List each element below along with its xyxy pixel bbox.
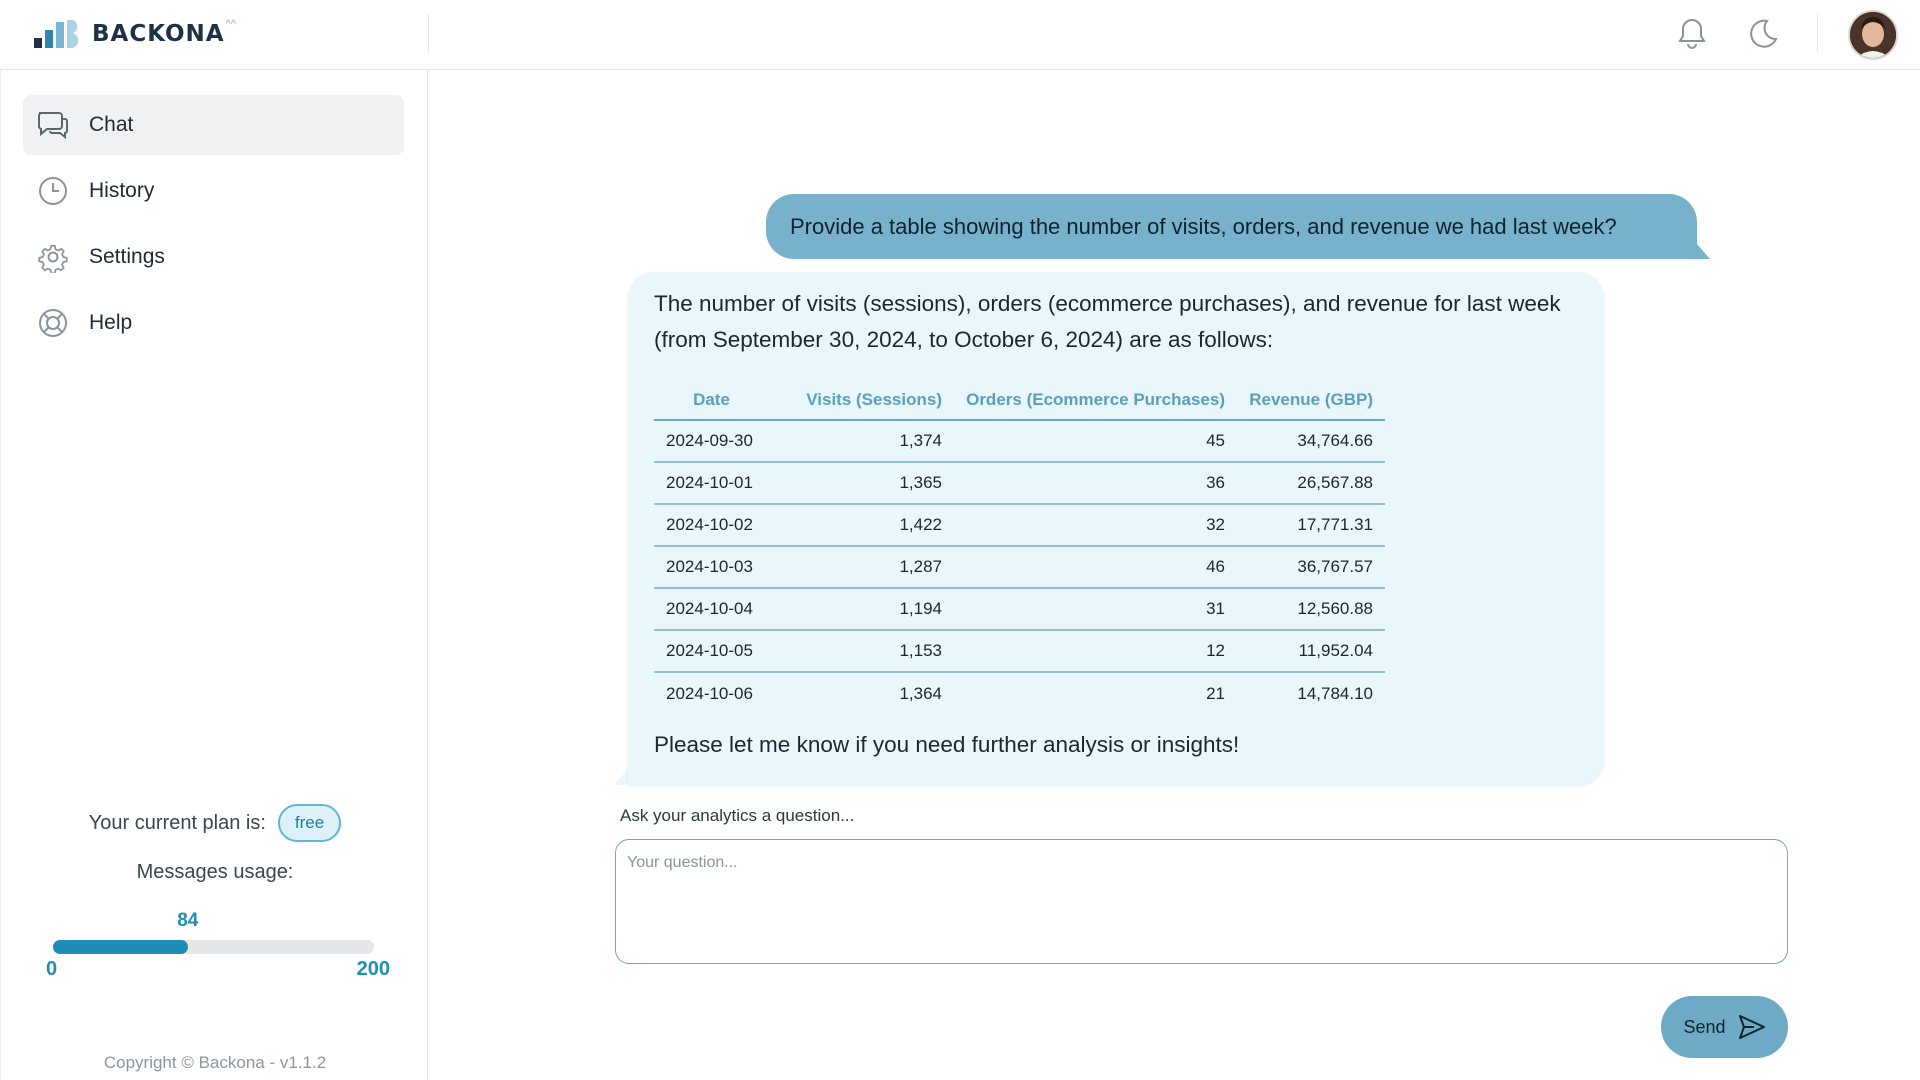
header-divider	[428, 14, 429, 52]
column-header-orders: Orders (Ecommerce Purchases)	[954, 380, 1237, 420]
plan-badge: free	[278, 804, 341, 842]
cell-date: 2024-10-01	[654, 462, 769, 504]
send-icon	[1738, 1014, 1766, 1040]
question-label: Ask your analytics a question...	[620, 806, 855, 825]
cell-orders: 21	[1206, 683, 1225, 703]
logo-text: BACKONA	[92, 21, 225, 47]
table-header-row	[654, 380, 1385, 420]
avatar[interactable]	[1848, 10, 1898, 60]
cell-visits: 1,153	[769, 630, 954, 672]
usage-title: Messages usage:	[136, 861, 294, 883]
sidebar-item-label: Help	[89, 311, 133, 334]
ai-message-bubble	[628, 272, 1604, 785]
top-header	[0, 0, 1920, 70]
table-row	[654, 588, 1385, 630]
header-separator	[1817, 14, 1818, 52]
cell-revenue: 11,952.04	[1237, 630, 1385, 672]
logo-mark: ^^	[225, 18, 236, 30]
sidebar-item-label: History	[89, 179, 155, 202]
usage-current-value: 84	[177, 910, 199, 931]
table-row	[654, 672, 1385, 714]
sidebar-item-label: Chat	[89, 113, 134, 136]
cell-orders: 12	[954, 630, 1237, 672]
plan-label: Your current plan is:	[88, 811, 266, 834]
results-table	[654, 380, 1385, 714]
cell-date: 2024-10-06	[666, 683, 753, 703]
logo-bars-icon	[33, 18, 83, 50]
column-header-visits: Visits (Sessions)	[769, 380, 954, 420]
sidebar-item-history[interactable]	[23, 161, 404, 221]
cell-visits: 1,422	[769, 504, 954, 546]
cell-orders: 36	[954, 462, 1237, 504]
usage-max: 200	[356, 958, 390, 980]
user-message-bubble	[766, 194, 1697, 259]
table-row	[654, 504, 1385, 546]
table-row	[654, 462, 1385, 504]
sidebar	[0, 70, 428, 1080]
column-header-revenue: Revenue (GBP)	[1237, 380, 1385, 420]
copyright: Copyright © Backona - v1.1.2	[103, 1053, 327, 1072]
cell-revenue: 26,567.88	[1237, 462, 1385, 504]
logo[interactable]	[33, 18, 236, 50]
cell-visits: 1,364	[899, 683, 942, 703]
ai-message-outro: Please let me know if you need further analysis or insights!	[654, 732, 1240, 757]
sidebar-item-settings[interactable]	[23, 227, 404, 287]
usage-progress-fill	[53, 940, 188, 954]
cell-date: 2024-10-04	[654, 588, 769, 630]
sidebar-item-label: Settings	[89, 245, 165, 268]
cell-date: 2024-10-05	[654, 630, 769, 672]
cell-revenue: 17,771.31	[1237, 504, 1385, 546]
cell-visits: 1,365	[769, 462, 954, 504]
moon-icon[interactable]	[1746, 16, 1780, 50]
cell-revenue: 12,560.88	[1237, 588, 1385, 630]
lifebuoy-icon	[36, 306, 70, 340]
cell-visits: 1,374	[769, 420, 954, 462]
chat-icon	[36, 108, 70, 142]
cell-date: 2024-10-02	[654, 504, 769, 546]
send-button-label: Send	[1683, 1016, 1726, 1037]
cell-orders: 31	[954, 588, 1237, 630]
usage-min: 0	[46, 958, 58, 980]
cell-revenue: 36,767.57	[1237, 546, 1385, 588]
column-header-date: Date	[654, 380, 769, 420]
question-input[interactable]	[615, 839, 1788, 964]
plan-row	[1, 804, 429, 842]
table-row	[654, 546, 1385, 588]
cell-revenue: 14,784.10	[1297, 683, 1373, 703]
usage-progress-bar	[53, 940, 374, 954]
ai-message-intro: The number of visits (sessions), orders (ecommerce purchases), and revenue for last week (from September 30, 2024, to October 6, 2024) are as follows:	[654, 291, 1561, 352]
table-row	[654, 420, 1385, 462]
cell-date: 2024-10-03	[654, 546, 769, 588]
clock-icon	[36, 174, 70, 208]
gear-icon	[36, 240, 70, 274]
user-message-text: Provide a table showing the number of visits, orders, and revenue we had last week?	[790, 213, 1617, 239]
sidebar-item-help[interactable]	[23, 293, 404, 353]
cell-orders: 45	[954, 420, 1237, 462]
cell-orders: 32	[954, 504, 1237, 546]
sidebar-item-chat[interactable]	[23, 95, 404, 155]
cell-visits: 1,194	[769, 588, 954, 630]
cell-orders: 46	[954, 546, 1237, 588]
cell-visits: 1,287	[769, 546, 954, 588]
bell-icon[interactable]	[1675, 16, 1709, 50]
cell-date: 2024-09-30	[654, 420, 769, 462]
send-button[interactable]	[1661, 996, 1788, 1058]
cell-revenue: 34,764.66	[1237, 420, 1385, 462]
table-row	[654, 630, 1385, 672]
